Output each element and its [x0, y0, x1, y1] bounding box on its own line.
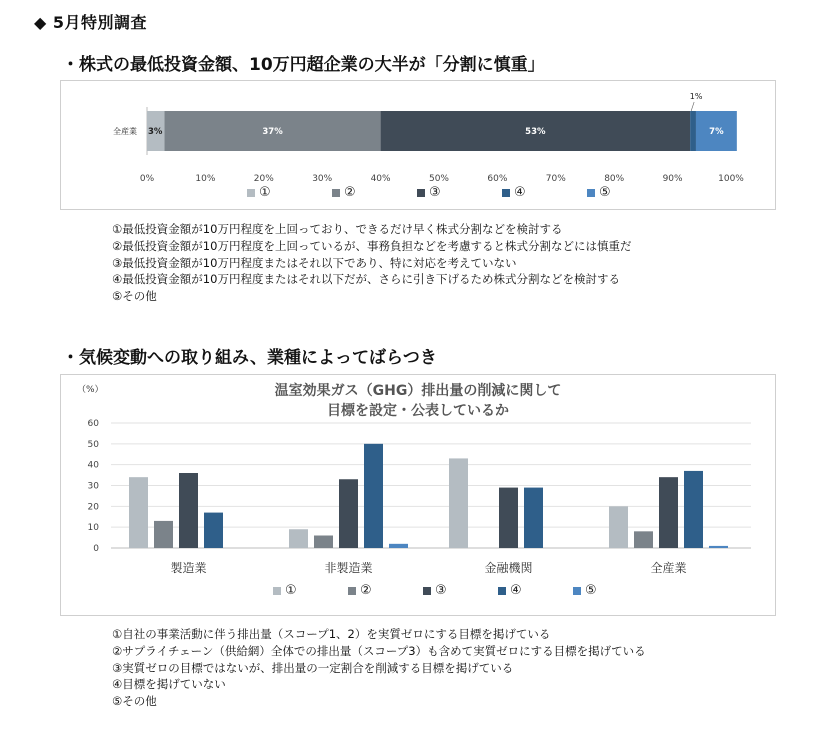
- legend-label: ⑤: [599, 185, 611, 200]
- notes-2: [112, 626, 646, 710]
- x-tick-label: 0%: [139, 174, 155, 184]
- note-item: ⑤その他: [112, 289, 157, 304]
- bar: [204, 513, 223, 548]
- legend-item: [423, 583, 447, 598]
- x-tick-label: 60%: [487, 174, 508, 184]
- bar: [609, 506, 628, 548]
- x-category-label: 金融機関: [484, 561, 533, 575]
- bar: [389, 544, 408, 548]
- bar: [524, 488, 543, 548]
- bar: [449, 458, 468, 548]
- bar: [684, 471, 703, 548]
- bar-segment: [690, 111, 696, 151]
- legend-label: ⑤: [585, 583, 597, 598]
- legend-label: ②: [360, 583, 372, 598]
- y-tick-label: 50: [87, 439, 99, 450]
- y-tick-label: 40: [87, 460, 99, 471]
- y-axis-unit: （%）: [77, 385, 104, 395]
- x-tick-label: 10%: [195, 174, 216, 184]
- note-item: ③実質ゼロの目標ではないが、排出量の一定割合を削減する目標を掲げている: [112, 660, 514, 675]
- note-item: ①自社の事業活動に伴う排出量（スコープ1、2）を実質ゼロにする目標を掲げている: [112, 627, 551, 641]
- y-tick-label: 20: [87, 502, 99, 513]
- chart-title: 目標を設定・公表しているか: [327, 403, 509, 419]
- legend-item: [573, 583, 597, 598]
- bar: [634, 531, 653, 548]
- legend-swatch: [423, 587, 431, 595]
- bar: [314, 536, 333, 549]
- x-category-label: 製造業: [170, 561, 207, 575]
- note-item: ①最低投資金額が10万円程度を上回っており、できるだけ早く株式分割などを検討する: [112, 222, 563, 236]
- bar: [289, 529, 308, 548]
- x-tick-label: 50%: [428, 174, 450, 184]
- bar: [129, 477, 148, 548]
- legend-item: [502, 185, 526, 200]
- legend-label: ③: [429, 185, 441, 200]
- legend-item: [348, 583, 372, 598]
- legend-label: ④: [514, 185, 526, 200]
- legend-item: [498, 583, 522, 598]
- section2-title: ・気候変動への取り組み、業種によってばらつき: [62, 348, 437, 368]
- page-heading: ◆ 5月特別調査: [34, 13, 148, 32]
- chart-title: 温室効果ガス（GHG）排出量の削減に関して: [274, 383, 562, 399]
- legend-item: [332, 185, 356, 200]
- data-label: 3%: [148, 127, 163, 137]
- legend-swatch: [247, 189, 255, 197]
- legend-swatch: [417, 189, 425, 197]
- note-item: ⑤その他: [112, 694, 157, 709]
- legend-swatch: [502, 189, 510, 197]
- bar: [154, 521, 173, 548]
- note-item: ③最低投資金額が10万円程度またはそれ以下であり、特に対応を考えていない: [112, 255, 517, 270]
- y-tick-label: 30: [87, 481, 99, 492]
- x-tick-label: 40%: [370, 174, 391, 184]
- note-item: ②サプライチェーン（供給網）全体での排出量（スコープ3）も含めて実質ゼロにする目標を掲げている: [112, 643, 646, 658]
- legend-swatch: [348, 587, 356, 595]
- data-label: 7%: [709, 127, 724, 137]
- bar: [179, 473, 198, 548]
- legend-label: ②: [344, 185, 356, 200]
- leader-line: [691, 102, 694, 111]
- category-label: 全産業: [113, 127, 137, 136]
- legend-label: ④: [510, 583, 522, 598]
- note-item: ②最低投資金額が10万円程度を上回っているが、事務負担などを考慮すると株式分割などには慎重だ: [112, 238, 632, 253]
- legend-item: [247, 185, 271, 200]
- legend-label: ①: [259, 185, 271, 200]
- bar: [709, 546, 728, 548]
- x-category-label: 全産業: [650, 561, 687, 575]
- data-label: 1%: [689, 92, 703, 101]
- x-tick-label: 80%: [604, 174, 625, 184]
- y-tick-label: 10: [87, 523, 99, 534]
- legend-item: [587, 185, 611, 200]
- x-tick-label: 100%: [718, 174, 744, 184]
- grouped-chart-frame: [60, 374, 776, 616]
- data-label: 53%: [525, 127, 546, 137]
- legend-label: ①: [285, 583, 297, 598]
- legend-swatch: [273, 587, 281, 595]
- notes-1: [112, 221, 631, 305]
- grouped-bar-chart: [61, 375, 775, 615]
- legend-item: [417, 185, 441, 200]
- note-item: ④目標を掲げていない: [112, 677, 226, 692]
- legend-swatch: [498, 587, 506, 595]
- x-tick-label: 20%: [253, 174, 274, 184]
- x-tick-label: 30%: [312, 174, 333, 184]
- note-item: ④最低投資金額が10万円程度またはそれ以下だが、さらに引き下げるため株式分割などを検討する: [112, 272, 620, 287]
- legend-label: ③: [435, 583, 447, 598]
- y-tick-label: 0: [93, 544, 99, 554]
- legend-swatch: [587, 189, 595, 197]
- x-tick-label: 70%: [545, 174, 566, 184]
- x-category-label: 非製造業: [324, 561, 373, 575]
- y-tick-label: 60: [87, 419, 99, 429]
- legend-swatch: [573, 587, 581, 595]
- legend-item: [273, 583, 297, 598]
- bar: [499, 488, 518, 548]
- bar: [339, 479, 358, 548]
- bar: [659, 477, 678, 548]
- legend-swatch: [332, 189, 340, 197]
- stacked-chart-frame: [60, 80, 776, 210]
- data-label: 37%: [262, 127, 283, 137]
- x-tick-label: 90%: [662, 174, 683, 184]
- section1-title: ・株式の最低投資金額、10万円超企業の大半が「分割に慎重」: [62, 55, 545, 75]
- bar: [364, 444, 383, 548]
